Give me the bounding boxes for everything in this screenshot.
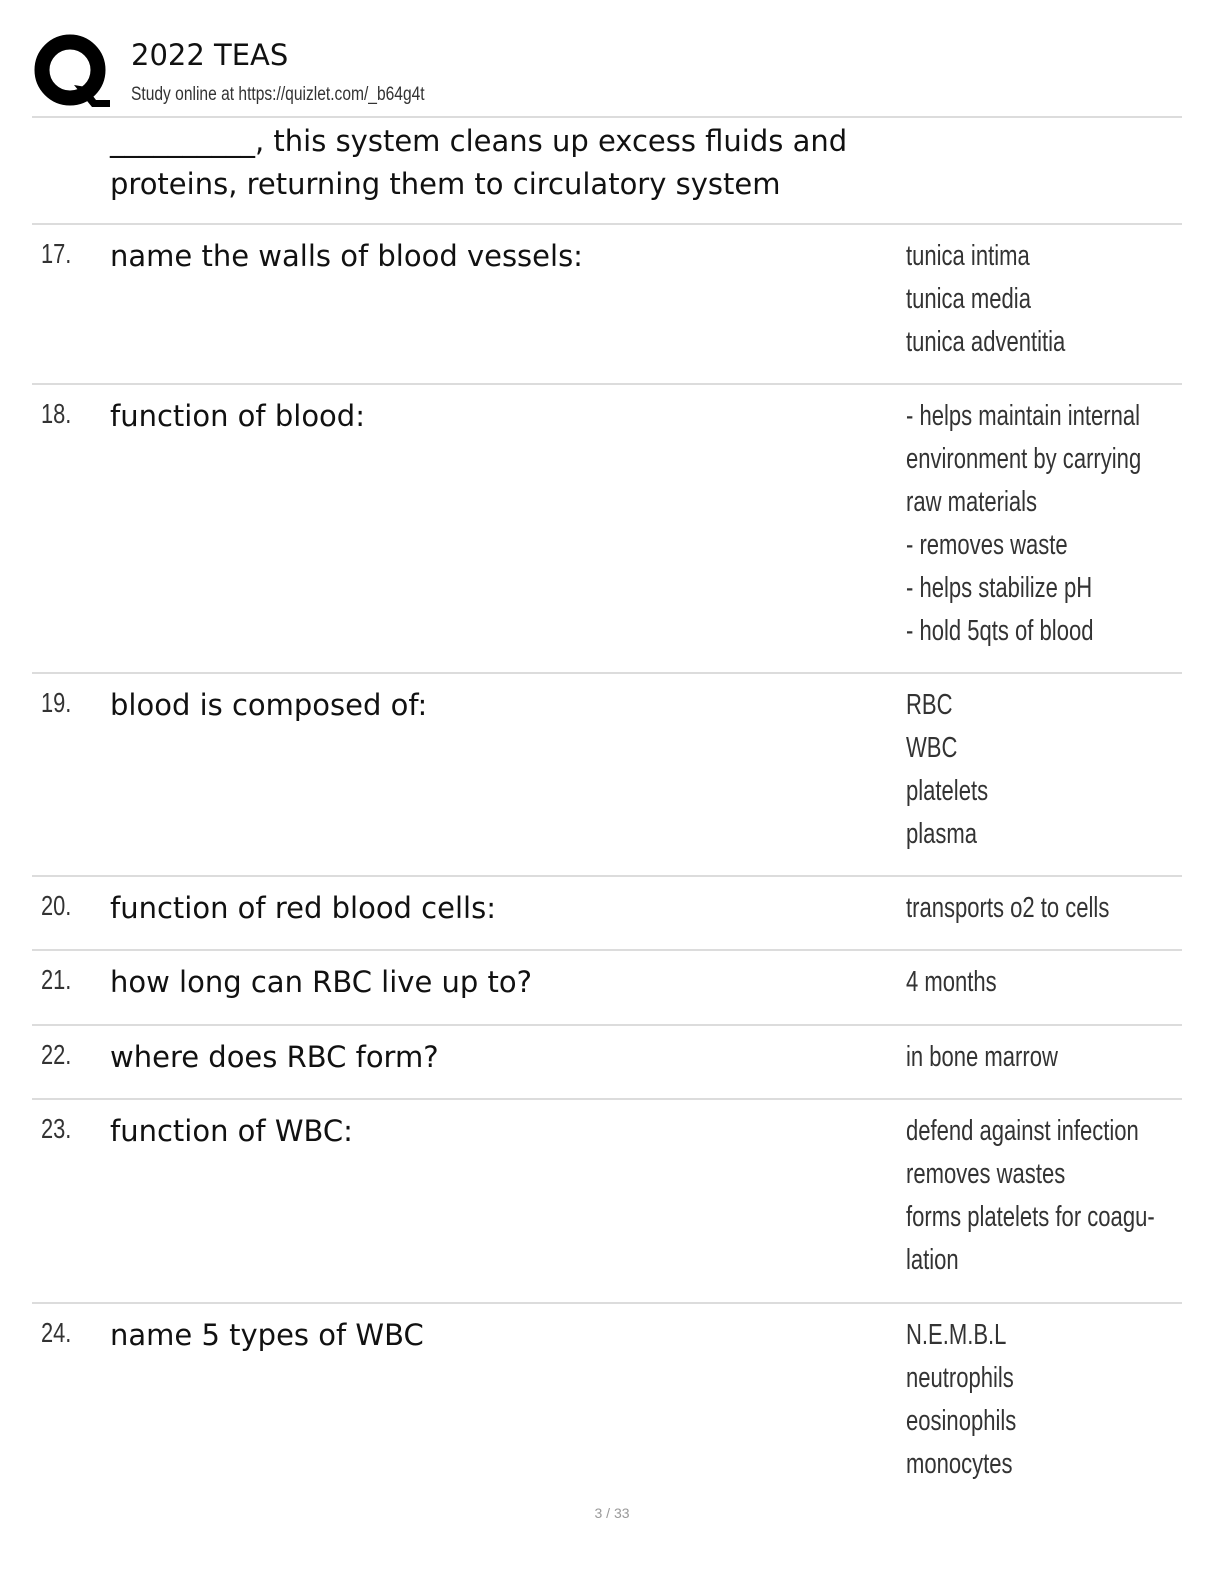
definition-line: tunica intima	[906, 240, 1030, 272]
card-row	[32, 385, 1182, 674]
card-number: 18.	[41, 398, 72, 429]
card-term: function of red blood cells:	[110, 891, 496, 925]
card-row	[32, 225, 1182, 385]
definition-line: in bone marrow	[906, 1041, 1058, 1073]
card-term: function of blood:	[110, 399, 365, 433]
definition-line: environment by carrying	[906, 443, 1142, 475]
definition-line: - helps maintain internal	[906, 400, 1140, 432]
header-divider	[32, 116, 1182, 118]
definition-line: transports o2 to cells	[906, 892, 1110, 924]
card-number: 17.	[41, 238, 72, 269]
definition-line: - helps stabilize pH	[906, 572, 1093, 604]
definition-line: 4 months	[906, 966, 997, 998]
card-row	[32, 877, 1182, 951]
card-definition	[906, 684, 1164, 856]
card-term: how long can RBC live up to?	[110, 965, 533, 999]
definition-line: raw materials	[906, 486, 1038, 518]
definition-line: tunica media	[906, 283, 1031, 315]
card-term: name 5 types of WBC	[110, 1318, 424, 1352]
definition-line: - removes waste	[906, 529, 1068, 561]
definition-line: defend against infection	[906, 1115, 1139, 1147]
card-row	[32, 1026, 1182, 1100]
study-online-link[interactable]: Study online at https://quizlet.com/_b64g4t	[131, 84, 425, 105]
card-term: function of WBC:	[110, 1114, 353, 1148]
card-definition	[906, 961, 1164, 1004]
definition-line: WBC	[906, 732, 958, 764]
continued-term	[110, 120, 900, 206]
definition-line: monocytes	[906, 1448, 1013, 1480]
definition-line: - hold 5qts of blood	[906, 615, 1094, 647]
card-term: blood is composed of:	[110, 688, 428, 722]
card-definition	[906, 395, 1164, 653]
set-title: 2022 TEAS	[131, 38, 289, 72]
card-row	[32, 674, 1182, 877]
quizlet-logo-icon	[34, 33, 110, 113]
card-number: 19.	[41, 687, 72, 718]
definition-line: plasma	[906, 818, 978, 850]
card-definition	[906, 1314, 1164, 1486]
definition-line: platelets	[906, 775, 989, 807]
card-number: 22.	[41, 1039, 72, 1070]
definition-line: removes wastes	[906, 1158, 1066, 1190]
card-number: 23.	[41, 1113, 72, 1144]
card-row	[32, 1304, 1182, 1494]
definition-line: lation	[906, 1244, 959, 1276]
page-number: 3 / 33	[594, 1505, 630, 1521]
card-definition	[906, 1036, 1164, 1079]
continued-term-line: __________, this system cleans up excess fluids and	[110, 124, 848, 158]
definition-line: forms platelets for coagu-	[906, 1201, 1155, 1233]
card-number: 24.	[41, 1317, 72, 1348]
continued-term-line: proteins, returning them to circulatory system	[110, 167, 781, 201]
card-definition	[906, 1110, 1164, 1282]
definition-line: tunica adventitia	[906, 326, 1066, 358]
card-term: where does RBC form?	[110, 1040, 439, 1074]
card-row	[32, 951, 1182, 1026]
card-row	[32, 1100, 1182, 1304]
card-number: 20.	[41, 890, 72, 921]
definition-line: eosinophils	[906, 1405, 1017, 1437]
definition-line: N.E.M.B.L	[906, 1319, 1007, 1351]
card-term: name the walls of blood vessels:	[110, 239, 583, 273]
card-definition	[906, 887, 1164, 930]
card-definition	[906, 235, 1164, 364]
definition-line: RBC	[906, 689, 953, 721]
card-number: 21.	[41, 964, 72, 995]
definition-line: neutrophils	[906, 1362, 1014, 1394]
